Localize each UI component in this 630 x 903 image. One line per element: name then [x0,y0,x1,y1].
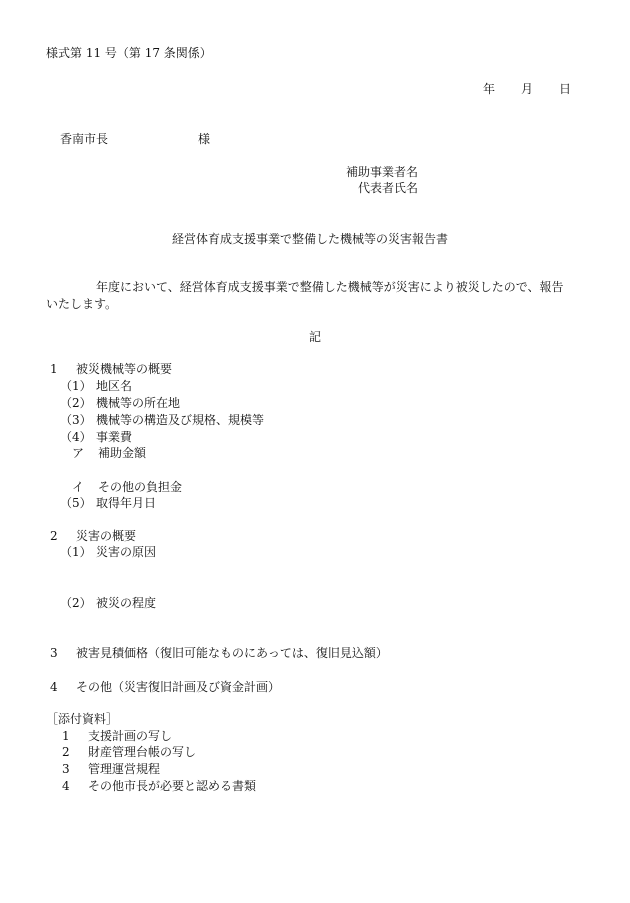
sub-item-number: イ [72,480,85,494]
attachment-number: 2 [62,745,70,759]
item-number: （1） [60,379,92,393]
sub-item-number: ア [72,446,85,460]
date-day: 日 [559,82,572,96]
section-3-heading [50,647,388,659]
item-text: 事業費 [96,430,133,444]
item-text: 機械等の構造及び規格、規模等 [96,413,265,427]
addressee-name: 香南市長 [60,132,109,146]
sub-item-text: その他の負担金 [98,480,183,494]
section-2-heading [50,530,136,542]
item-number: （5） [60,496,92,510]
sub-item-text: 補助金額 [98,446,147,460]
list-item [60,414,264,426]
attachment-number: 1 [62,729,70,743]
item-number: （3） [60,413,92,427]
date-year: 年 [483,82,496,96]
attachment-text: その他市長が必要と認める書類 [88,779,257,793]
item-number: （1） [60,545,92,559]
section-3-number: 3 [50,646,58,660]
section-1-heading [50,363,172,375]
sub-item-a [72,447,146,459]
list-item [60,497,156,509]
document-title: 経営体育成支援事業で整備した機械等の災害報告書 [172,232,449,246]
section-2-title: 災害の概要 [76,529,137,543]
list-item [60,397,180,409]
date-month: 月 [521,82,534,96]
attachment-text: 支援計画の写し [88,729,173,743]
section-4-title: その他（災害復旧計画及び資金計画） [76,680,281,694]
applicant-representative: 代表者氏名 [358,181,419,195]
attachments-heading: ［添付資料］ [46,712,119,726]
section-3-title: 被害見積価格（復旧可能なものにあっては、復旧見込額） [76,646,388,660]
item-text: 被災の程度 [96,596,157,610]
ki-heading: 記 [309,330,322,344]
section-4-heading [50,681,280,693]
body-line-1: 年度において、経営体育成支援事業で整備した機械等が災害により被災したので、報告 [96,280,564,294]
applicant-business-name: 補助事業者名 [346,165,419,179]
addressee-honorific: 様 [198,132,211,146]
list-item [60,597,156,609]
section-4-number: 4 [50,680,58,694]
item-number: （2） [60,396,92,410]
attachment-text: 管理運営規程 [88,762,161,776]
attachment-item [62,780,256,792]
form-number: 様式第 11 号（第 17 条関係） [46,46,212,60]
item-number: （2） [60,596,92,610]
section-1-number: 1 [50,362,58,376]
body-line-2: いたします。 [46,297,118,311]
date-line [483,83,571,95]
item-text: 取得年月日 [96,496,157,510]
attachment-item [62,746,196,758]
attachment-text: 財産管理台帳の写し [88,745,197,759]
item-text: 災害の原因 [96,545,157,559]
attachment-number: 3 [62,762,70,776]
section-1-title: 被災機械等の概要 [76,362,173,376]
list-item [60,380,132,392]
item-number: （4） [60,430,92,444]
item-text: 機械等の所在地 [96,396,181,410]
section-2-number: 2 [50,529,58,543]
list-item [60,546,156,558]
attachment-number: 4 [62,779,70,793]
sub-item-i [72,481,182,493]
attachment-item [62,763,160,775]
list-item [60,431,132,443]
attachment-item [62,730,172,742]
item-text: 地区名 [96,379,133,393]
